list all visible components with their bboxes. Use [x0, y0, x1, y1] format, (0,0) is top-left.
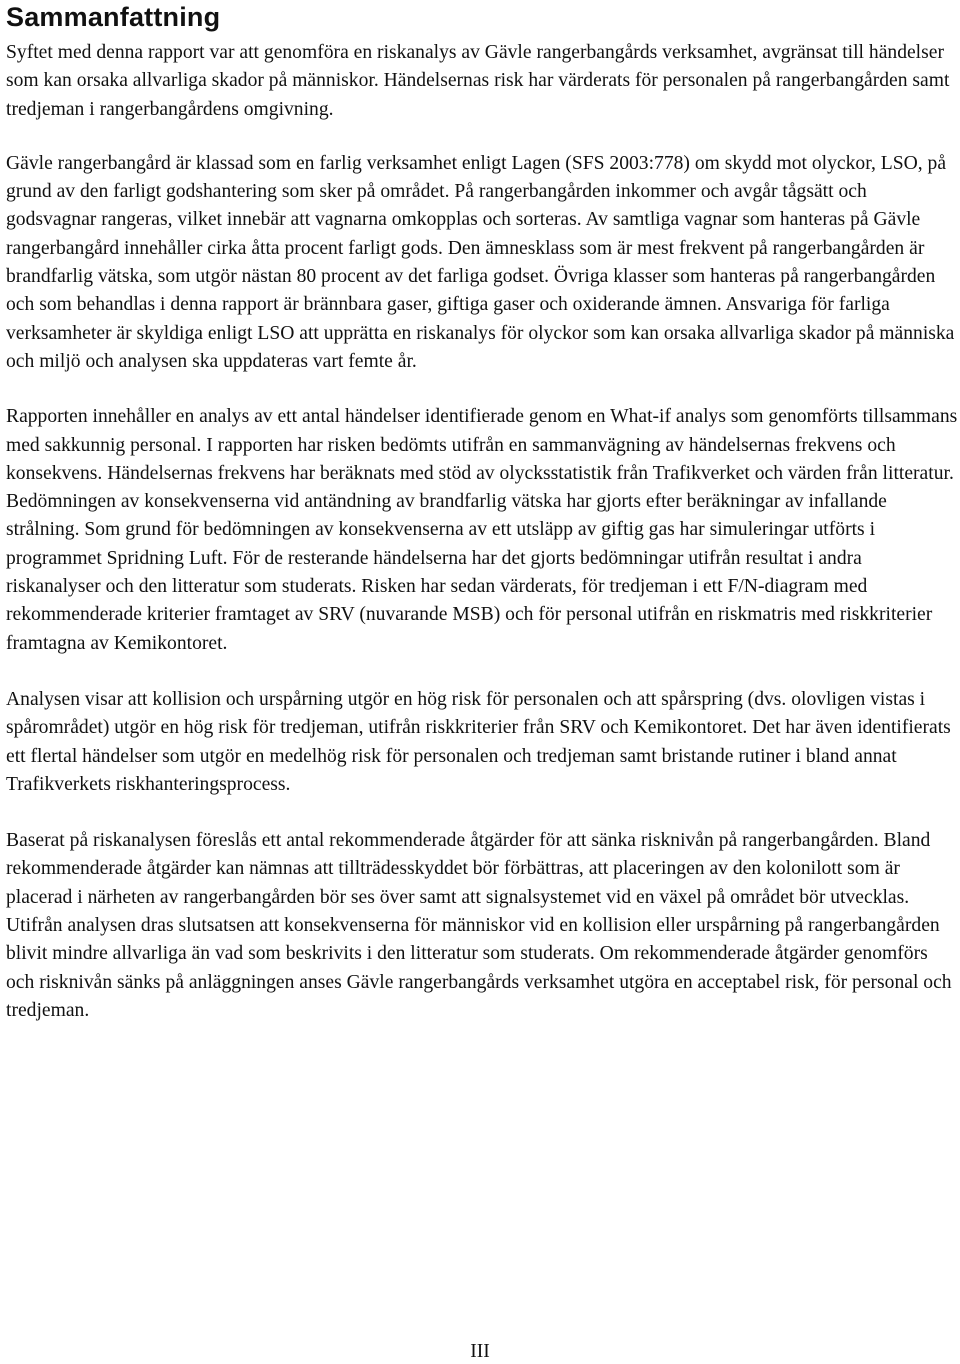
section-title: Sammanfattning [6, 2, 221, 32]
paragraph-results: Analysen visar att kollision och urspårning utgör en hög risk för personalen och att spårspring (dvs. olovligen vistas i spårområdet) utgör en hög risk för tredjeman, utifrån riskkriterier från SRV och Kemikontoret. Det har även identifierats ett flertal händelser som utgör en medelhög risk för personalen och tredjeman samt bristande rutiner i bland annat Trafikverkets riskhanteringsprocess. [6, 688, 951, 795]
paragraph-purpose: Syftet med denna rapport var att genomföra en riskanalys av Gävle rangerbangårds verksamhet, avgränsat till händelser som kan orsaka allvarliga skador på människor. Händelsernas risk har värderats för personalen på rangerbangården samt tredjeman i rangerbangårdens omgivning. [6, 42, 950, 120]
paragraph-classification: Gävle rangerbangård är klassad som en farlig verksamhet enligt Lagen (SFS 2003:778) om skydd mot olyckor, LSO, på grund av den farligt godshantering som sker på området. På rangerbangården inkommer och avgår tågsätt och godsvagnar rangeras, vilket innebär att vagnarna omkopplas och sorteras. Av samtliga vagnar som hanteras på Gävle rangerbangård innehåller cirka åtta procent farligt gods. Den ämnesklass som är mest frekvent på rangerbangården är brandfarlig vätska, som utgör nästan 80 procent av det farliga godset. Övriga klasser som hanteras på rangerbangården och som behandlas i denna rapport är brännbara gaser, giftiga gaser och oxiderande ämnen. Ansvariga för farliga verksamheter är skyldiga enligt LSO att upprätta en riskanalys för olyckor som kan orsaka allvarliga skador på människa och miljö och analysen ska uppdateras vart femte år. [6, 152, 955, 372]
paragraph-method: Rapporten innehåller en analys av ett antal händelser identifierade genom en What-if analys som genomförts tillsammans med sakkunnig personal. I rapporten har risken bedömts utifrån en sammanvägning av händelsernas frekvens och konsekvens. Händelsernas frekvens har beräknats med stöd av olycksstatistik från Trafikverket och värden från litteratur. Bedömningen av konsekvenserna vid antändning av brandfarlig vätska har gjorts efter beräkningar av infallande strålning. Som grund för bedömningen av konsekvenserna av ett utsläpp av giftig gas har simuleringar utförts i programmet Spridning Luft. För de resterande händelserna har det gjorts bedömningar utifrån resultat i andra riskanalyser och den litteratur som studerats. Risken har sedan värderats, för tredjeman i ett F/N-diagram med rekommenderade kriterier framtaget av SRV (nuvarande MSB) och för personal utifrån en riskmatris med riskkriterier framtagna av Kemikontoret. [6, 406, 958, 654]
document-page [6, 0, 958, 1025]
page-number: III [470, 1341, 490, 1362]
paragraph-recommendations: Baserat på riskanalysen föreslås ett antal rekommenderade åtgärder för att sänka risknivån på rangerbangården. Bland rekommenderade åtgärder kan nämnas att tillträdesskyddet bör förbättras, att placeringen av den kolonilott som är placerad i närheten av rangerbangården bör ses över samt att signalsystemet vid en växel på området bör utvecklas. Utifrån analysen dras slutsatsen att konsekvenserna för människor vid en kollision eller urspårning på rangerbangården blivit mindre allvarliga än vad som beskrivits i den litteratur som studerats. Om rekommenderade åtgärder genomförs och risknivån sänks på anläggningen anses Gävle rangerbangårds verksamhet utgöra en acceptabel risk, för personal och tredjeman. [6, 830, 952, 1021]
